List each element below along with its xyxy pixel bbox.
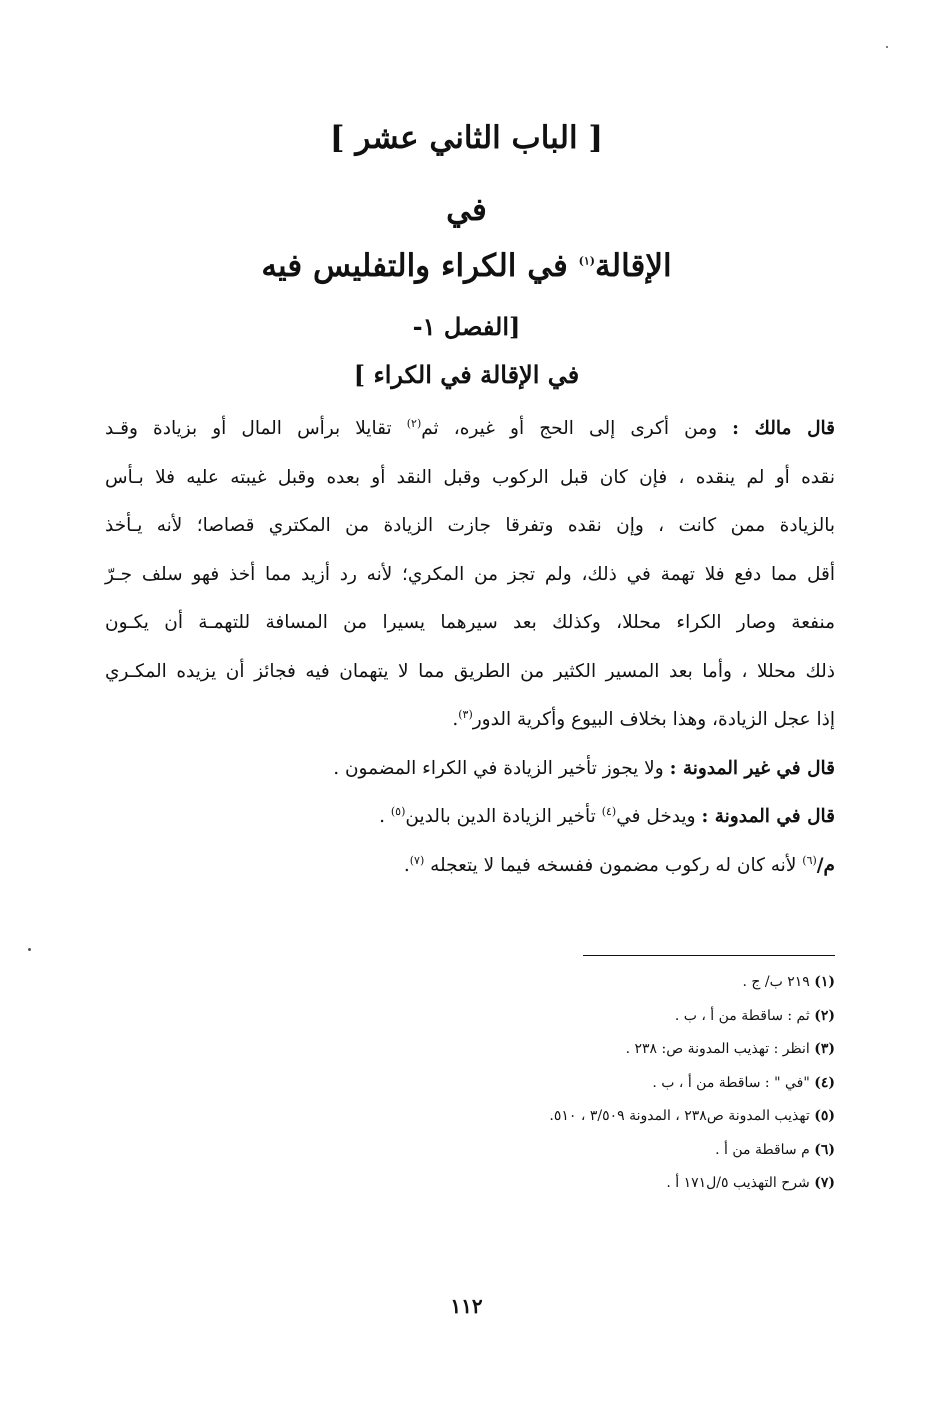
footnote-number: (٤)	[814, 1074, 835, 1091]
footnote-text: ٢١٩ ب/ ج .	[742, 974, 815, 990]
main-text	[105, 405, 835, 890]
paragraph-4	[105, 842, 835, 891]
footnote-1	[300, 966, 835, 1000]
footnote-number: (٥)	[814, 1108, 835, 1124]
footnote-text: ثم : ساقطة من أ ، ب .	[674, 1007, 815, 1024]
paragraph-1-line-3: بالزيادة ممن كانت ، وإن نقده وتفرقا جازت الزيادة من المكتري قصاصا؛ لأنه يـأخذ	[105, 515, 835, 536]
subtitle-main: الإقالة	[595, 248, 672, 284]
footnote-number: (٦)	[814, 1141, 835, 1158]
paragraph-2	[105, 745, 835, 794]
chapter-title: [ الباب الثاني عشر ]	[329, 120, 604, 156]
footnote-number: (٣)	[814, 1041, 835, 1057]
text-run: ويدخل في	[616, 806, 702, 827]
chapter-subtitle	[0, 248, 933, 284]
footnote-ref-3: (٣)	[458, 707, 473, 721]
speaker-label: م/	[816, 854, 835, 876]
footnote-separator	[583, 955, 835, 956]
footnote-6	[300, 1134, 835, 1168]
text-run: .	[403, 854, 410, 876]
page-number: ١١٢	[450, 1294, 483, 1318]
footnote-text: م ساقطة من أ .	[715, 1141, 815, 1158]
scan-speck	[28, 948, 31, 951]
paragraph-1-line-1	[105, 405, 835, 454]
text-run: تقايلا برأس المال أو بزيادة وقـد	[105, 418, 407, 439]
footnote-number: (٧)	[814, 1175, 835, 1191]
paragraph-1-line-2: نقده أو لم ينقده ، فإن كان قبل الركوب وقبل النقد أو بعده وقبل غيبته عليه فلا بـأس	[105, 466, 835, 488]
footnote-text: "في " : ساقطة من أ ، ب .	[652, 1074, 815, 1091]
speaker-label: قال في غير المدونة :	[669, 757, 835, 779]
chapter-connector: في	[446, 192, 487, 228]
text-run: .	[379, 806, 391, 827]
footnote-ref-1: (١)	[578, 254, 596, 268]
paragraph-1-line-5: منفعة وصار الكراء محللا، وكذلك بعد سيرهما يسيرا من المسافة للتهمـة أن يكـون	[105, 612, 835, 633]
paragraph-1-line-6: ذلك محللا ، وأما بعد المسير الكثير من الطريق مما لا يتهمان فيه فجائز أن يزيده المكـري	[105, 660, 835, 682]
footnote-3	[300, 1033, 835, 1067]
footnote-ref-2: (٢)	[406, 416, 422, 430]
scan-speck	[886, 46, 888, 48]
subtitle-rest: في الكراء والتفليس فيه	[261, 248, 579, 284]
footnote-ref-5: (٥)	[390, 804, 406, 818]
footnote-number: (١)	[814, 974, 835, 990]
footnote-ref-7: (٧)	[409, 853, 425, 867]
footnote-ref-6: (٦)	[802, 853, 817, 867]
paragraph-1-line-4: أقل مما دفع فلا تهمة في ذلك، ولم تجز من المكري؛ لأنه رد أزيد مما أخذ فهو سلف جـرّ	[105, 563, 835, 585]
section-heading: [الفصل ١-	[412, 312, 521, 341]
footnote-4	[300, 1067, 835, 1101]
text-run: لأنه كان له ركوب مضمون ففسخه فيما لا يتعجله	[424, 854, 803, 876]
footnote-number: (٢)	[814, 1007, 835, 1024]
footnotes	[300, 966, 835, 1201]
text-run: إذا عجل الزيادة، وهذا بخلاف البيوع وأكرية الدور	[472, 709, 835, 730]
footnote-7	[300, 1167, 835, 1201]
footnote-text: تهذيب المدونة ص٢٣٨ ، المدونة ٣/٥٠٩ ، ٥١٠.	[549, 1108, 815, 1124]
section-title: في الإقالة في الكراء ]	[353, 360, 580, 389]
text-run: ولا يجوز تأخير الزيادة في الكراء المضمون .	[333, 757, 670, 779]
footnote-text: شرح التهذيب ٥/ل١٧١ أ .	[666, 1175, 815, 1191]
text-run: تأخير الزيادة الدين بالدين	[405, 806, 602, 827]
footnote-ref-4: (٤)	[601, 804, 617, 818]
paragraph-3	[105, 793, 835, 842]
speaker-label: قال مالك :	[732, 418, 835, 439]
footnote-5	[300, 1100, 835, 1134]
text-run: ومن أكرى إلى الحج أو غيره، ثم	[421, 418, 733, 439]
footnote-text: انظر : تهذيب المدونة ص: ٢٣٨ .	[625, 1041, 815, 1057]
footnote-2	[300, 1000, 835, 1034]
paragraph-1-line-7	[105, 696, 835, 745]
speaker-label: قال في المدونة :	[701, 806, 835, 827]
text-run: .	[452, 709, 459, 730]
